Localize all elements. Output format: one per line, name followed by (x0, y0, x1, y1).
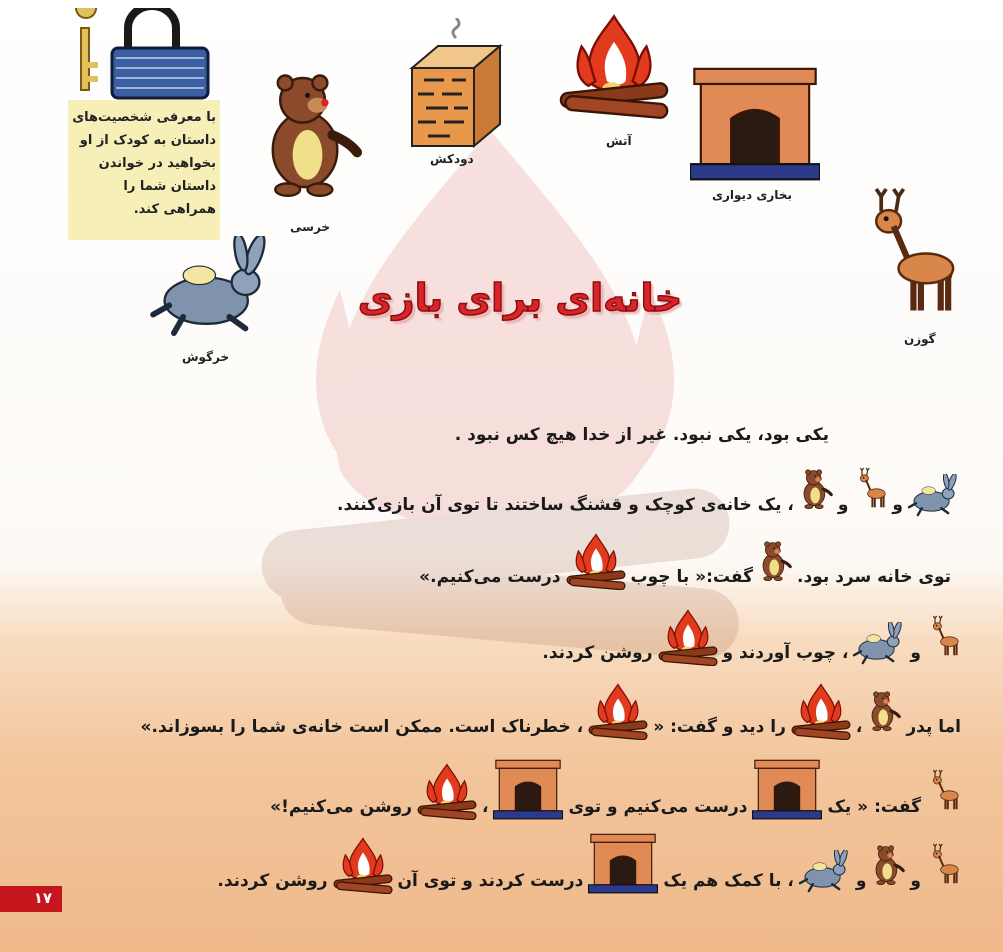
fire-icon (414, 762, 480, 820)
story-text: و (855, 871, 867, 891)
story-line-1 (453, 388, 831, 448)
rabbit-label: خرگوش (182, 350, 230, 364)
bear-label: خرسی (290, 220, 331, 234)
bear-icon (755, 532, 795, 590)
story-text: و (837, 495, 849, 515)
story-line-4 (540, 606, 963, 666)
story-text: ، چوب آوردند و (722, 643, 849, 663)
story-text: توی خانه سرد بود. (797, 567, 951, 587)
bear-icon (248, 52, 372, 218)
fireplace-icon (490, 758, 566, 820)
bear-icon (864, 682, 904, 740)
story-text: درست می‌کنیم و توی (568, 797, 748, 817)
story-line-3 (417, 530, 953, 590)
deer-icon (844, 172, 968, 330)
page-number: ۱۷ (33, 889, 52, 907)
rabbit-icon (138, 236, 286, 340)
rabbit-icon (796, 850, 854, 894)
story-text: ، یک خانه‌ی کوچک و قشنگ ساختند تا توی آن بازی‌کنند. (337, 495, 794, 515)
bear-icon (796, 460, 836, 518)
story-text: روشن می‌کنیم!» (270, 797, 412, 817)
story-text: ، با کمک هم یک (663, 871, 794, 891)
fireplace-icon (749, 758, 825, 820)
fireplace-icon (585, 832, 661, 894)
fire-icon (585, 682, 651, 740)
rabbit-icon (850, 622, 908, 666)
story-text: ، (482, 797, 489, 817)
story-text: گفت:« با چوب (630, 567, 754, 587)
story-line-6 (268, 760, 963, 820)
story-text: را دید و گفت: « (653, 717, 786, 737)
story-text: و (892, 495, 903, 515)
deer-icon (923, 834, 963, 894)
story-text: ، (855, 717, 863, 737)
story-text: روشن کردند. (542, 643, 653, 663)
fire-icon (655, 608, 721, 666)
story-text: و (910, 871, 921, 891)
story-title: خانه‌ای برای بازی (357, 276, 683, 320)
parent-tip-box (68, 100, 220, 240)
deer-icon (850, 458, 890, 518)
parent-tip-text: با معرفی شخصیت‌های داستان به کودک از او بخواهید در خواندن داستان شما را همراهی کند. (72, 110, 216, 217)
story-line-7 (215, 834, 963, 894)
fire-icon (563, 532, 629, 590)
fireplace-icon (690, 64, 820, 182)
fire-label: آتش (606, 134, 632, 148)
story-text: و (910, 643, 921, 663)
story-text: گفت: « یک (827, 797, 921, 817)
deer-label: گوزن (904, 332, 936, 346)
story-text: درست می‌کنیم.» (419, 567, 561, 587)
fireplace-label: بخاری دیواری (712, 188, 792, 202)
fire-icon (556, 8, 672, 122)
story-text: یکی بود، یکی نبود. غیر از خدا هیچ کس نبود . (454, 425, 829, 445)
story-text: روشن کردند. (217, 871, 328, 891)
chimney-label: دودکش (430, 152, 474, 166)
story-text: درست کردند و توی آن (397, 871, 584, 891)
bear-icon (868, 836, 908, 894)
story-line-2 (335, 458, 963, 518)
fire-icon (330, 836, 396, 894)
lock-and-key-icon (72, 8, 212, 100)
story-text: ، خطرناک است. ممکن است خانه‌ی شما را بسوزاند.» (140, 717, 584, 737)
rabbit-icon (905, 474, 963, 518)
deer-icon (923, 760, 963, 820)
story-text: اما پدر (906, 717, 961, 737)
fire-icon (788, 682, 854, 740)
story-line-5 (139, 680, 963, 740)
chimney-icon (398, 18, 510, 148)
page-number-tab (0, 886, 62, 912)
deer-icon (923, 606, 963, 666)
